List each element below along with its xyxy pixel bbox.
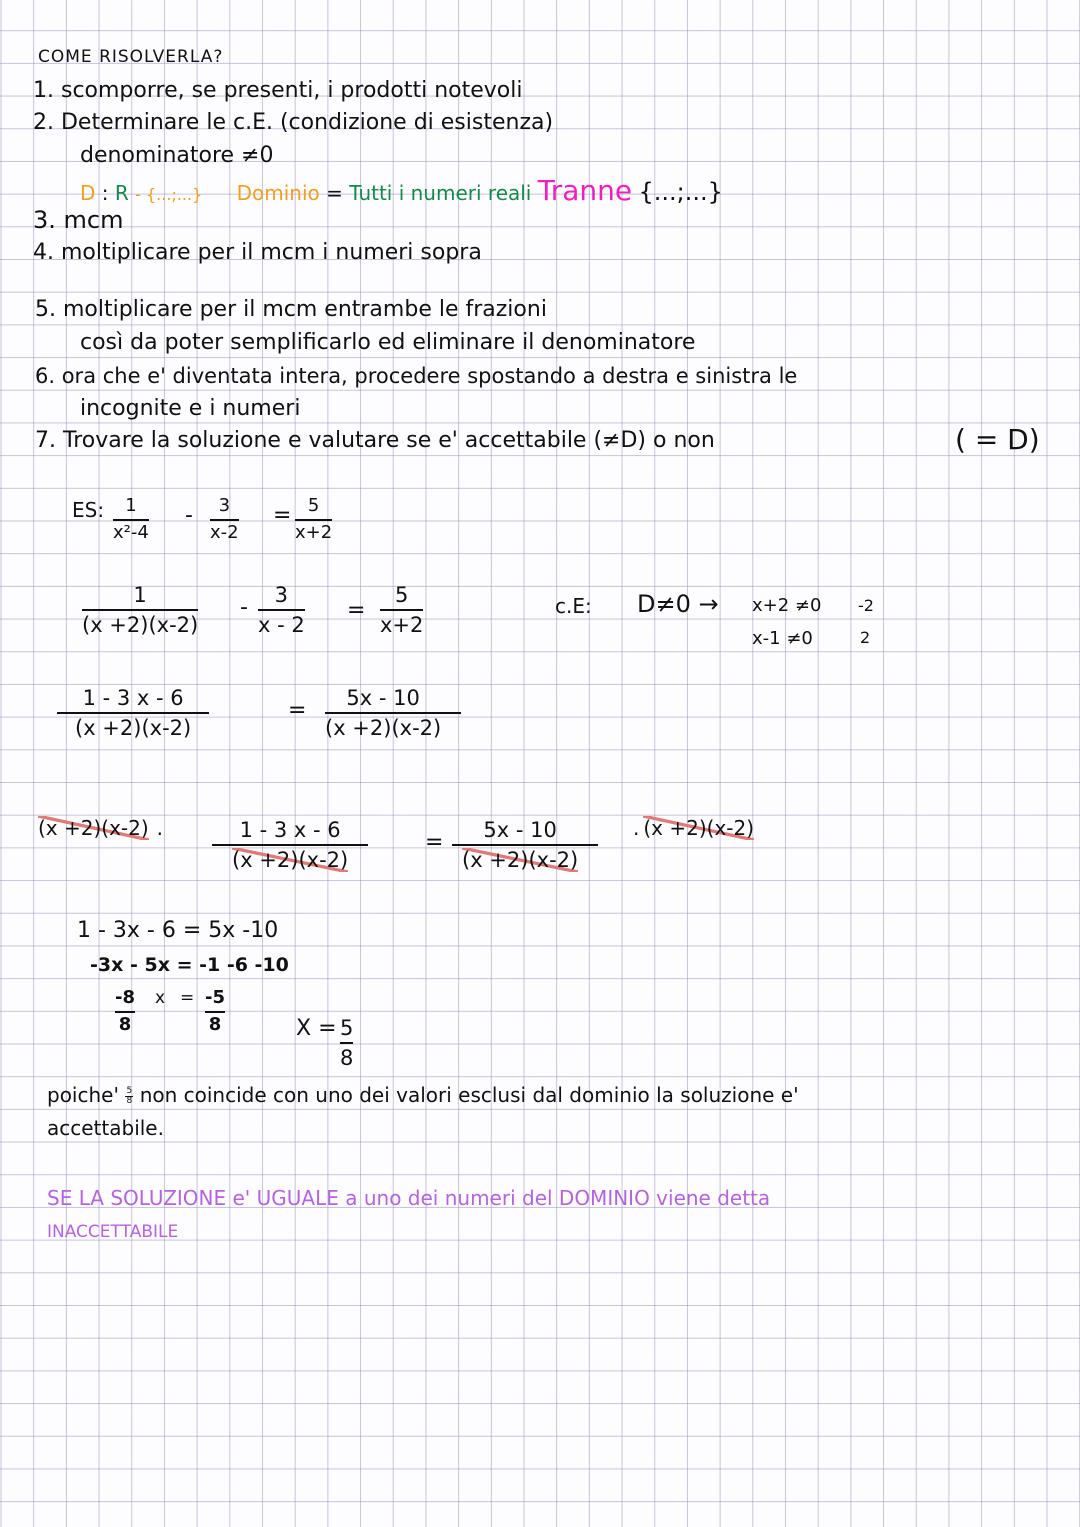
step-6-continued: incognite e i numeri — [80, 396, 301, 421]
domain-definition — [80, 174, 723, 207]
numerator: -8 — [115, 987, 135, 1008]
multiplier-left — [38, 818, 163, 838]
conclusion-line-1 — [47, 1085, 799, 1106]
denominator: x+2 — [380, 613, 424, 638]
cancelled-denominator: (x +2)(x-2) — [232, 848, 349, 873]
multiplier-right — [633, 818, 754, 838]
step-5-continued: così da poter semplificarlo ed eliminare il denominatore — [80, 330, 696, 355]
minus-sign: - — [185, 503, 193, 528]
ce-value-1: -2 — [858, 596, 874, 615]
cancelled-factor: (x +2)(x-2) — [643, 816, 755, 840]
denominator: 8 — [126, 1096, 133, 1106]
step-7-end: ( = D) — [955, 423, 1040, 456]
step-4: 4. moltiplicare per il mcm i numeri sopra — [33, 240, 482, 265]
denominator: (x +2)(x-2) — [325, 716, 442, 741]
ce-value-2: 2 — [860, 628, 871, 647]
fraction — [325, 686, 441, 740]
tranne-word: Tranne — [537, 174, 633, 207]
fraction — [232, 818, 348, 872]
fraction — [258, 583, 305, 637]
fraction — [380, 583, 423, 637]
solution-fraction — [340, 1016, 353, 1070]
fraction — [295, 496, 332, 543]
equals-sign: = — [425, 830, 444, 855]
reals-symbol: R — [114, 181, 129, 205]
conclusion-text: non coincide con uno dei valori esclusi dal dominio la soluzione e' — [139, 1083, 799, 1107]
dominio-word: Dominio — [236, 181, 320, 205]
conclusion-line-2: accettabile. — [47, 1116, 164, 1140]
ce-condition: D≠0 → — [637, 590, 719, 618]
numerator: 5 — [307, 495, 320, 516]
step-7: 7. Trovare la soluzione e valutare se e' accettabile (≠D) o non — [35, 428, 715, 453]
fraction — [82, 583, 198, 637]
denominator: x - 2 — [258, 613, 305, 638]
numerator: 5 — [126, 1086, 133, 1096]
numerator: 5x - 10 — [483, 818, 557, 842]
numerator: -5 — [205, 987, 225, 1008]
fraction — [115, 988, 135, 1035]
step-1: 1. scomporre, se presenti, i prodotti notevoli — [33, 78, 523, 103]
denominator: 8 — [208, 1013, 222, 1035]
note-line-1: SE LA SOLUZIONE e' UGUALE a uno dei numeri del DOMINIO viene detta — [47, 1186, 771, 1210]
step-5: 5. moltiplicare per il mcm entrambe le frazioni — [35, 297, 547, 322]
denominator: x+2 — [295, 521, 333, 543]
denominator: (x +2)(x-2) — [82, 613, 199, 638]
numerator: 5 — [395, 583, 409, 607]
excluded-set-2: {...;...} — [638, 178, 723, 206]
denominator: x-2 — [210, 521, 239, 543]
domain-symbol: D — [80, 181, 96, 205]
fraction — [462, 818, 578, 872]
ce-row-1: x+2 ≠0 — [752, 595, 822, 616]
denominator: x²-4 — [113, 521, 149, 543]
step-2: 2. Determinare le c.E. (condizione di esistenza) — [33, 110, 554, 135]
numerator: 1 — [125, 495, 137, 516]
numerator: 5 — [340, 1016, 354, 1040]
fraction — [210, 496, 239, 543]
equals-sign: = — [326, 181, 343, 205]
step-3: 3. mcm — [33, 206, 124, 234]
multiply-dot: . — [633, 816, 640, 840]
equals-sign: = — [347, 598, 366, 623]
fraction — [113, 496, 149, 543]
domain-colon: : — [101, 181, 109, 205]
step-2-denominator-note: denominatore ≠0 — [80, 143, 274, 168]
denominator: 8 — [340, 1046, 354, 1071]
equals-sign: = — [288, 698, 307, 723]
denominator: (x +2)(x-2) — [75, 716, 192, 741]
minus-sign: - — [240, 595, 248, 620]
all-reals-text: Tutti i numeri reali — [349, 181, 532, 205]
numerator: 1 — [133, 583, 147, 607]
equals-sign: = — [273, 503, 292, 528]
multiply-dot: . — [156, 816, 164, 840]
page-title: COME RISOLVERLA? — [38, 47, 224, 67]
ce-label: c.E: — [555, 594, 592, 618]
numerator: 3 — [218, 495, 231, 516]
conclusion-prefix: poiche' — [47, 1083, 119, 1107]
solution-step-1: 1 - 3x - 6 = 5x -10 — [77, 918, 279, 943]
variable-x: x — [155, 988, 166, 1008]
cancelled-factor: (x +2)(x-2) — [38, 816, 149, 840]
fraction — [205, 988, 225, 1035]
equals-sign: = — [180, 988, 195, 1008]
denominator: 8 — [118, 1013, 132, 1035]
excluded-set: - {...;...} — [135, 185, 203, 204]
inline-fraction — [125, 1087, 133, 1106]
solution-x: X = — [296, 1016, 337, 1041]
numerator: 5x - 10 — [346, 686, 420, 710]
fraction — [75, 686, 191, 740]
example-label: ES: — [72, 498, 105, 522]
numerator: 1 - 3 x - 6 — [82, 686, 184, 710]
solution-step-2: -3x - 5x = -1 -6 -10 — [90, 954, 289, 976]
cancelled-denominator: (x +2)(x-2) — [462, 848, 579, 873]
note-line-2: INACCETTABILE — [47, 1222, 179, 1242]
numerator: 1 - 3 x - 6 — [239, 818, 341, 842]
ce-row-2: x-1 ≠0 — [752, 628, 813, 649]
step-6: 6. ora che e' diventata intera, procedere spostando a destra e sinistra le — [35, 364, 798, 388]
numerator: 3 — [274, 583, 289, 607]
